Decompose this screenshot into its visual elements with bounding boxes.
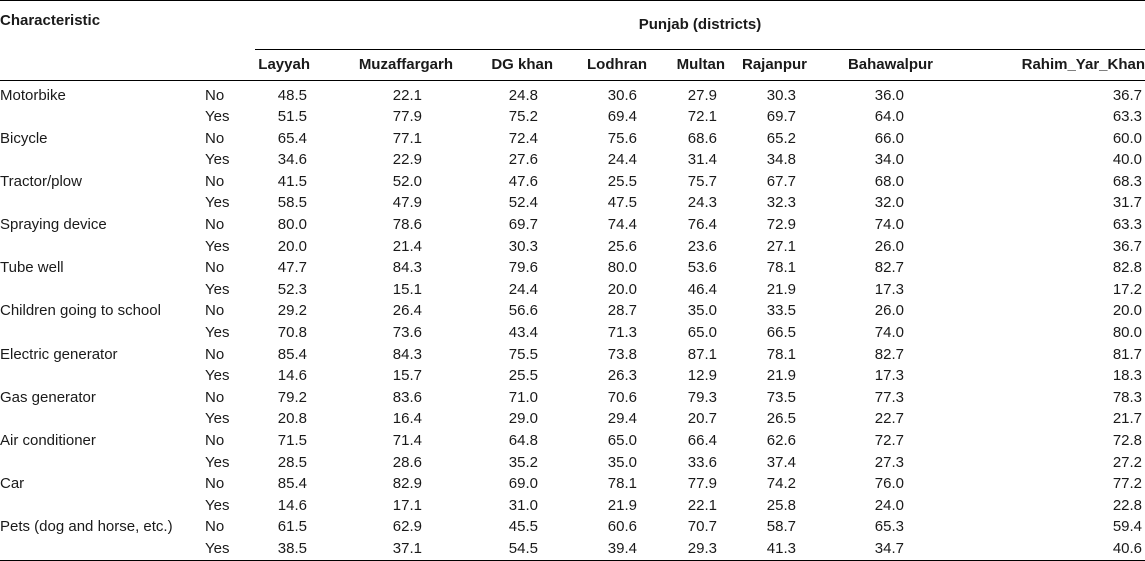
value-cell: 41.3 (728, 538, 816, 560)
value-cell: 69.0 (508, 475, 538, 493)
characteristic-cell (0, 365, 205, 387)
value-cell: 76.0 (874, 475, 904, 493)
response-cell: No (205, 432, 225, 449)
characteristic-cell: Car (0, 475, 25, 493)
characteristic-cell: Gas generator (0, 388, 96, 406)
value-cell: 31.4 (687, 151, 717, 169)
value-cell: 52.0 (392, 172, 422, 190)
value-cell: 15.1 (392, 280, 422, 298)
value-cell: 41.5 (277, 172, 307, 190)
characteristic-cell: Tube well (0, 259, 64, 277)
value-cell: 35.2 (508, 453, 538, 471)
value-cell: 22.9 (392, 151, 422, 169)
response-cell: Yes (205, 367, 230, 385)
table-row (0, 80, 1145, 106)
value-cell: 60.6 (607, 518, 637, 536)
characteristic-cell: Children going to school (0, 302, 161, 320)
value-cell: 63.3 (1112, 108, 1143, 126)
value-cell: 27.6 (508, 151, 538, 169)
value-cell: 27.1 (766, 237, 796, 255)
value-cell: 29.3 (660, 538, 728, 560)
value-cell: 24.4 (607, 151, 637, 169)
value-cell: 34.6 (277, 151, 307, 169)
value-cell: 21.9 (766, 367, 796, 385)
value-cell: 14.6 (277, 496, 307, 514)
value-cell: 72.9 (766, 216, 796, 234)
value-cell: 46.4 (687, 280, 717, 298)
value-cell: 45.5 (508, 518, 538, 536)
value-cell: 77.9 (392, 108, 422, 126)
value-cell: 17.1 (392, 496, 422, 514)
value-cell: 30.6 (607, 86, 637, 104)
value-cell: 29.0 (508, 410, 538, 428)
characteristic-cell (0, 279, 205, 301)
value-cell: 25.5 (607, 172, 637, 190)
table-body (0, 80, 1145, 560)
value-cell: 43.4 (508, 324, 538, 342)
value-cell: 71.0 (508, 388, 538, 406)
district-header: DG khan (465, 49, 565, 80)
value-cell: 33.6 (687, 453, 717, 471)
response-cell: Yes (205, 410, 230, 428)
value-cell: 75.2 (508, 108, 538, 126)
value-cell: 82.8 (1112, 259, 1143, 277)
value-cell: 80.0 (607, 259, 637, 277)
value-cell: 74.0 (874, 324, 904, 342)
value-cell: 14.6 (277, 367, 307, 385)
value-cell: 20.0 (1112, 302, 1143, 320)
response-cell: No (205, 172, 225, 190)
value-cell: 73.6 (392, 324, 422, 342)
value-cell: 64.8 (508, 432, 538, 449)
district-header: Rahim_Yar_Khan (948, 49, 1145, 80)
characteristic-cell: Motorbike (0, 86, 66, 104)
value-cell: 32.3 (766, 194, 796, 212)
table-row (0, 106, 1145, 128)
response-cell: No (205, 475, 225, 493)
value-cell: 63.3 (1112, 216, 1143, 234)
value-cell: 22.1 (687, 496, 717, 514)
value-cell: 77.3 (874, 388, 904, 406)
response-cell: Yes (205, 324, 230, 342)
value-cell: 74.2 (766, 475, 796, 493)
table-row (0, 473, 1145, 495)
table-row (0, 171, 1145, 193)
characteristic-cell (0, 106, 205, 128)
value-cell: 70.7 (687, 518, 717, 536)
characteristic-header: Characteristic (0, 1, 255, 50)
value-cell: 82.7 (874, 345, 904, 363)
value-cell: 36.7 (1112, 237, 1143, 255)
characteristic-cell (0, 322, 205, 344)
value-cell: 26.3 (607, 367, 637, 385)
district-header: Lodhran (565, 49, 660, 80)
characteristic-cell (0, 452, 205, 474)
district-header: Bahawalpur (816, 49, 948, 80)
value-cell: 24.4 (508, 280, 538, 298)
value-cell: 78.6 (392, 216, 422, 234)
value-cell: 78.1 (607, 475, 637, 493)
value-cell: 24.0 (874, 496, 904, 514)
table-row (0, 538, 1145, 560)
value-cell: 30.3 (508, 237, 538, 255)
value-cell: 67.7 (766, 172, 796, 190)
value-cell: 17.3 (874, 367, 904, 385)
table-row (0, 300, 1145, 322)
characteristic-cell (0, 236, 205, 258)
table-row (0, 279, 1145, 301)
value-cell: 73.8 (607, 345, 637, 363)
table-row (0, 495, 1145, 517)
value-cell: 84.3 (392, 259, 422, 277)
table-row (0, 365, 1145, 387)
value-cell: 23.6 (687, 237, 717, 255)
value-cell: 20.0 (607, 280, 637, 298)
value-cell: 47.6 (508, 172, 538, 190)
response-cell: Yes (205, 453, 230, 471)
district-header: Muzaffargarh (310, 49, 465, 80)
value-cell: 26.0 (874, 302, 904, 320)
table-row (0, 149, 1145, 171)
response-cell: Yes (205, 237, 230, 255)
value-cell: 82.9 (392, 475, 422, 493)
value-cell: 53.6 (687, 259, 717, 277)
district-header: Rajanpur (728, 49, 816, 80)
value-cell: 71.3 (607, 324, 637, 342)
value-cell: 20.8 (277, 410, 307, 428)
response-cell: No (205, 86, 225, 104)
value-cell: 24.3 (687, 194, 717, 212)
value-cell: 62.6 (766, 432, 796, 449)
value-cell: 74.4 (607, 216, 637, 234)
value-cell: 34.0 (874, 151, 904, 169)
district-header: Layyah (255, 49, 310, 80)
value-cell: 78.1 (766, 345, 796, 363)
value-cell: 75.5 (508, 345, 538, 363)
value-cell: 78.1 (766, 259, 796, 277)
value-cell: 70.6 (607, 388, 637, 406)
value-cell: 38.5 (255, 538, 310, 560)
value-cell: 66.5 (766, 324, 796, 342)
value-cell: 52.4 (508, 194, 538, 212)
value-cell: 29.4 (607, 410, 637, 428)
value-cell: 60.0 (1112, 129, 1143, 147)
table-row (0, 192, 1145, 214)
value-cell: 25.6 (607, 237, 637, 255)
table-row (0, 344, 1145, 366)
value-cell: 15.7 (392, 367, 422, 385)
value-cell: 72.8 (1112, 432, 1143, 449)
value-cell: 21.9 (766, 280, 796, 298)
characteristic-cell: Air conditioner (0, 432, 96, 449)
value-cell: 25.5 (508, 367, 538, 385)
value-cell: 47.5 (607, 194, 637, 212)
value-cell: 78.3 (1112, 388, 1143, 406)
value-cell: 69.7 (766, 108, 796, 126)
value-cell: 28.7 (607, 302, 637, 320)
value-cell: 69.4 (607, 108, 637, 126)
value-cell: 30.3 (766, 86, 796, 104)
value-cell: 66.4 (687, 432, 717, 449)
value-cell: 21.4 (392, 237, 422, 255)
value-cell: 26.0 (874, 237, 904, 255)
value-cell: 82.7 (874, 259, 904, 277)
characteristic-cell (0, 538, 205, 560)
value-cell: 65.0 (607, 432, 637, 449)
value-cell: 72.4 (508, 129, 538, 147)
value-cell: 21.9 (607, 496, 637, 514)
value-cell: 21.7 (1112, 410, 1143, 428)
value-cell: 83.6 (392, 388, 422, 406)
value-cell: 16.4 (392, 410, 422, 428)
characteristic-cell: Pets (dog and horse, etc.) (0, 518, 173, 536)
value-cell: 68.0 (874, 172, 904, 190)
value-cell: 27.9 (687, 86, 717, 104)
response-cell: Yes (205, 280, 230, 298)
value-cell: 47.9 (392, 194, 422, 212)
value-cell: 47.7 (277, 259, 307, 277)
value-cell: 77.2 (1112, 475, 1143, 493)
response-cell: Yes (205, 194, 230, 212)
response-cell: No (205, 302, 225, 320)
value-cell: 37.1 (310, 538, 465, 560)
characteristic-cell: Spraying device (0, 216, 107, 234)
value-cell: 34.8 (766, 151, 796, 169)
table-row (0, 516, 1145, 538)
value-cell: 17.2 (1112, 280, 1143, 298)
response-cell: No (205, 216, 225, 234)
response-cell: No (205, 129, 225, 147)
value-cell: 36.7 (1112, 86, 1143, 104)
value-cell: 85.4 (277, 475, 307, 493)
value-cell: 73.5 (766, 388, 796, 406)
value-cell: 80.0 (277, 216, 307, 234)
table-row (0, 430, 1145, 452)
value-cell: 31.0 (508, 496, 538, 514)
response-cell: Yes (205, 151, 230, 169)
value-cell: 35.0 (687, 302, 717, 320)
value-cell: 56.6 (508, 302, 538, 320)
value-cell: 77.9 (687, 475, 717, 493)
table-row (0, 452, 1145, 474)
district-header-row (0, 49, 1145, 80)
table-row (0, 128, 1145, 150)
response-cell: No (205, 388, 225, 406)
value-cell: 85.4 (277, 345, 307, 363)
value-cell: 35.0 (607, 453, 637, 471)
value-cell: 68.6 (687, 129, 717, 147)
characteristic-cell: Bicycle (0, 129, 48, 147)
value-cell: 22.8 (1112, 496, 1143, 514)
characteristic-cell: Tractor/plow (0, 172, 82, 190)
region-header: Punjab (districts) (255, 1, 1145, 50)
value-cell: 51.5 (277, 108, 307, 126)
value-cell: 58.5 (277, 194, 307, 212)
district-header: Multan (660, 49, 728, 80)
value-cell: 79.3 (687, 388, 717, 406)
value-cell: 27.2 (1112, 453, 1143, 471)
value-cell: 28.6 (392, 453, 422, 471)
value-cell: 87.1 (687, 345, 717, 363)
value-cell: 33.5 (766, 302, 796, 320)
value-cell: 25.8 (766, 496, 796, 514)
value-cell: 76.4 (687, 216, 717, 234)
value-cell: 65.2 (766, 129, 796, 147)
value-cell: 36.0 (874, 86, 904, 104)
value-cell: 65.0 (687, 324, 717, 342)
response-cell: Yes (205, 496, 230, 514)
value-cell: 20.0 (277, 237, 307, 255)
value-cell: 71.4 (392, 432, 422, 449)
value-cell: 61.5 (277, 518, 307, 536)
value-cell: 77.1 (392, 129, 422, 147)
value-cell: 75.7 (687, 172, 717, 190)
value-cell: 64.0 (874, 108, 904, 126)
value-cell: 27.3 (874, 453, 904, 471)
table-row (0, 236, 1145, 258)
characteristic-cell (0, 495, 205, 517)
value-cell: 69.7 (508, 216, 538, 234)
value-cell: 79.6 (508, 259, 538, 277)
value-cell: 31.7 (1112, 194, 1143, 212)
value-cell: 48.5 (277, 86, 307, 104)
value-cell: 29.2 (277, 302, 307, 320)
response-cell: No (205, 345, 225, 363)
table-row (0, 214, 1145, 236)
value-cell: 79.2 (277, 388, 307, 406)
value-cell: 26.5 (766, 410, 796, 428)
characteristic-cell (0, 192, 205, 214)
value-cell: 62.9 (392, 518, 422, 536)
value-cell: 68.3 (1112, 172, 1143, 190)
value-cell: 17.3 (874, 280, 904, 298)
value-cell: 20.7 (687, 410, 717, 428)
value-cell: 71.5 (277, 432, 307, 449)
value-cell: 40.0 (1112, 151, 1143, 169)
value-cell: 65.3 (874, 518, 904, 536)
value-cell: 58.7 (766, 518, 796, 536)
value-cell: 66.0 (874, 129, 904, 147)
value-cell: 22.7 (874, 410, 904, 428)
table-row (0, 387, 1145, 409)
value-cell: 81.7 (1112, 345, 1143, 363)
response-cell: Yes (205, 108, 230, 126)
value-cell: 52.3 (277, 280, 307, 298)
value-cell: 40.6 (948, 538, 1145, 560)
table-row (0, 257, 1145, 279)
characteristic-cell (0, 408, 205, 430)
value-cell: 22.1 (392, 86, 422, 104)
value-cell: 72.1 (687, 108, 717, 126)
value-cell: 26.4 (392, 302, 422, 320)
response-cell: No (205, 518, 225, 536)
characteristic-cell: Electric generator (0, 345, 118, 363)
value-cell: 12.9 (687, 367, 717, 385)
value-cell: 24.8 (508, 86, 538, 104)
value-cell: 34.7 (816, 538, 948, 560)
value-cell: 74.0 (874, 216, 904, 234)
value-cell: 54.5 (465, 538, 565, 560)
value-cell: 59.4 (1112, 518, 1143, 536)
value-cell: 65.4 (277, 129, 307, 147)
table-row (0, 408, 1145, 430)
value-cell: 84.3 (392, 345, 422, 363)
value-cell: 28.5 (277, 453, 307, 471)
value-cell: 37.4 (766, 453, 796, 471)
value-cell: 39.4 (565, 538, 660, 560)
table-row (0, 322, 1145, 344)
response-cell: No (205, 259, 225, 277)
response-cell: Yes (205, 538, 255, 560)
value-cell: 72.7 (874, 432, 904, 449)
value-cell: 80.0 (1112, 324, 1143, 342)
characteristic-cell (0, 149, 205, 171)
value-cell: 70.8 (277, 324, 307, 342)
value-cell: 18.3 (1112, 367, 1143, 385)
value-cell: 32.0 (874, 194, 904, 212)
value-cell: 75.6 (607, 129, 637, 147)
